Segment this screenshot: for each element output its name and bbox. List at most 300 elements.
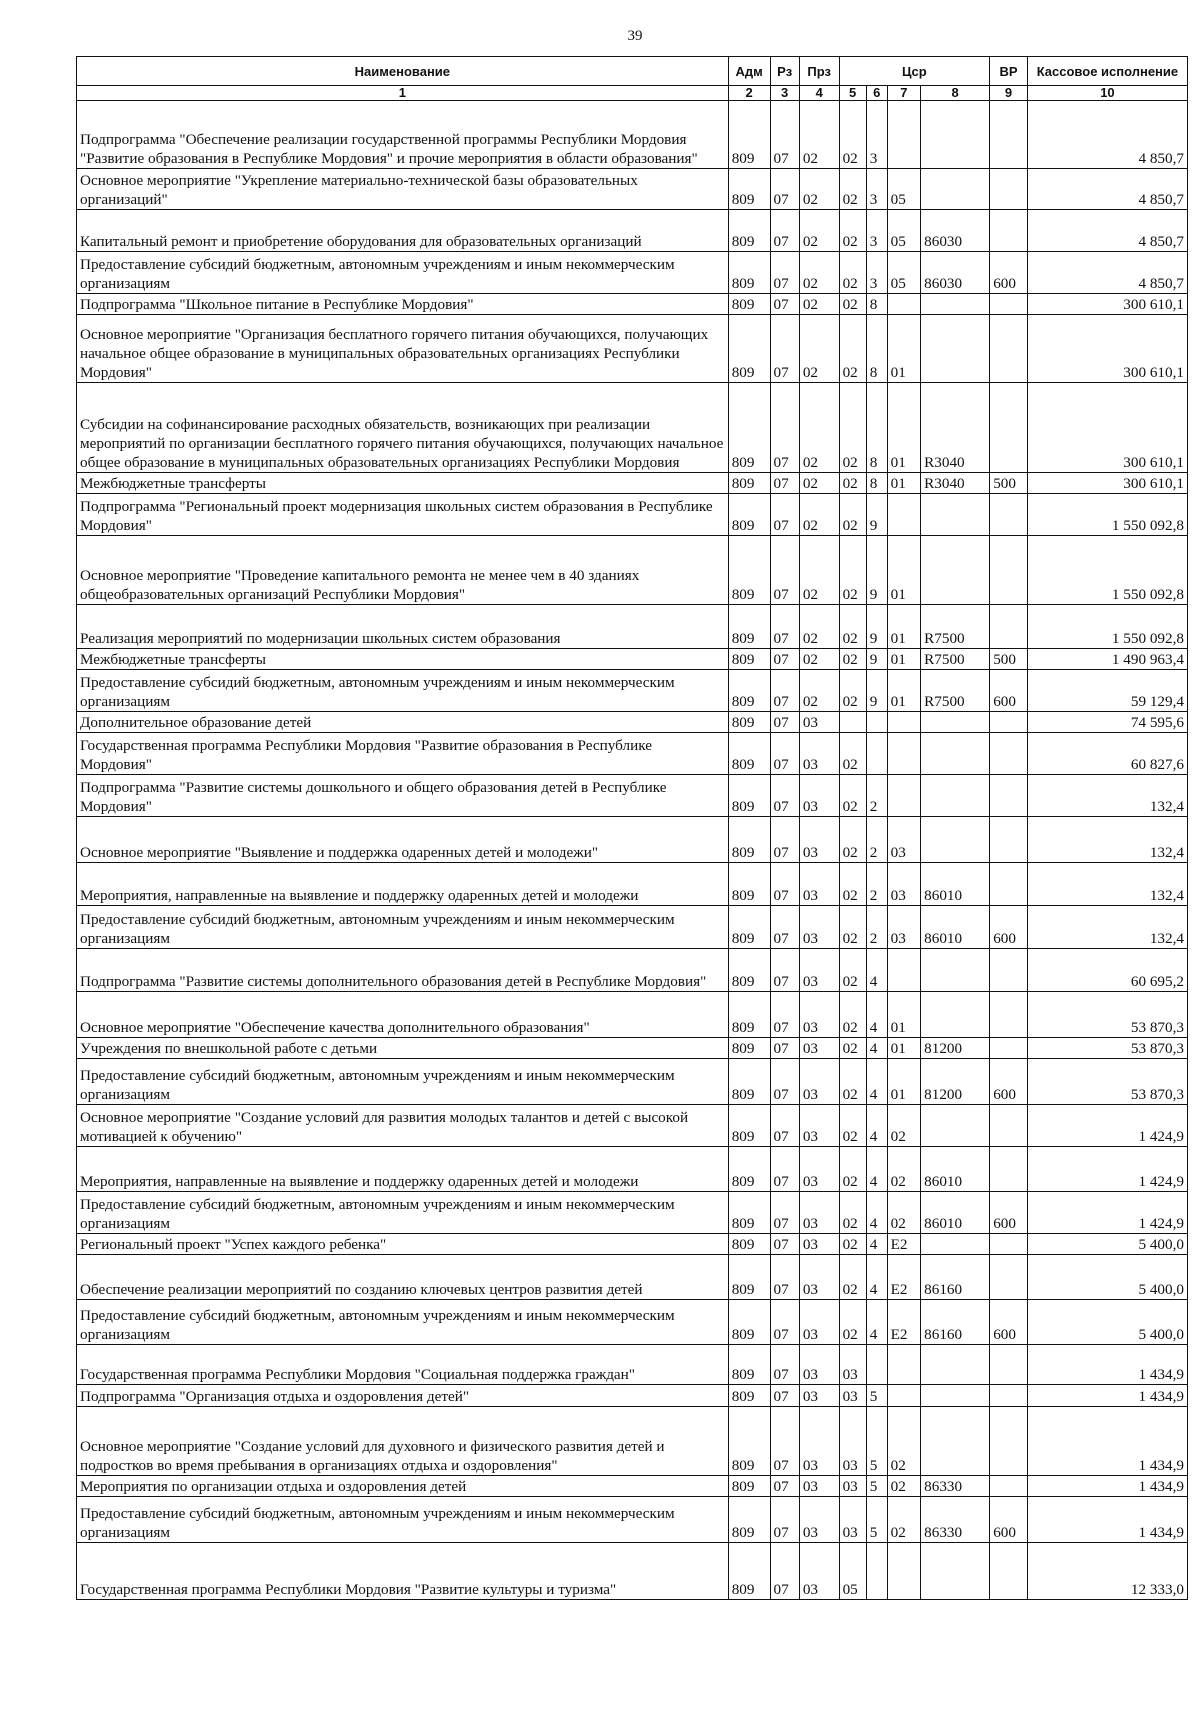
row-adm: 809 [728, 1192, 770, 1234]
row-vr [990, 1543, 1028, 1600]
row-csr-6: 2 [866, 906, 887, 949]
row-csr-5: 03 [839, 1407, 866, 1476]
row-prz: 03 [799, 1476, 839, 1497]
table-row [77, 210, 1188, 252]
table-row [77, 1543, 1188, 1600]
row-csr-7 [887, 775, 920, 817]
row-amount: 60 695,2 [1027, 949, 1187, 992]
row-amount: 300 610,1 [1027, 315, 1187, 383]
row-csr-6: 5 [866, 1407, 887, 1476]
row-csr-8: R7500 [921, 649, 990, 670]
row-name: Обеспечение реализации мероприятий по созданию ключевых центров развития детей [77, 1255, 729, 1300]
row-prz: 03 [799, 863, 839, 906]
row-csr-7: 05 [887, 210, 920, 252]
row-amount: 4 850,7 [1027, 169, 1187, 210]
table-row [77, 605, 1188, 649]
row-vr: 600 [990, 906, 1028, 949]
row-vr [990, 1038, 1028, 1059]
row-vr [990, 605, 1028, 649]
row-csr-6: 4 [866, 1192, 887, 1234]
row-csr-6: 4 [866, 1105, 887, 1147]
row-csr-7 [887, 1543, 920, 1600]
row-csr-8 [921, 733, 990, 775]
row-csr-6: 4 [866, 1147, 887, 1192]
row-adm: 809 [728, 1407, 770, 1476]
row-csr-8 [921, 817, 990, 863]
row-amount: 5 400,0 [1027, 1300, 1187, 1345]
row-csr-7: E2 [887, 1234, 920, 1255]
row-name: Мероприятия, направленные на выявление и поддержку одаренных детей и молодежи [77, 863, 729, 906]
row-rz: 07 [770, 1105, 799, 1147]
table-row [77, 863, 1188, 906]
row-vr: 600 [990, 670, 1028, 712]
row-vr [990, 383, 1028, 473]
row-csr-5: 02 [839, 169, 866, 210]
row-csr-6: 9 [866, 670, 887, 712]
row-amount: 5 400,0 [1027, 1234, 1187, 1255]
table-row [77, 252, 1188, 294]
row-prz: 03 [799, 775, 839, 817]
row-rz: 07 [770, 1192, 799, 1234]
row-prz: 03 [799, 1255, 839, 1300]
row-amount: 5 400,0 [1027, 1255, 1187, 1300]
row-adm: 809 [728, 101, 770, 169]
row-csr-6: 2 [866, 775, 887, 817]
row-adm: 809 [728, 949, 770, 992]
row-name: Предоставление субсидий бюджетным, автономным учреждениям и иным некоммерческим организациям [77, 1300, 729, 1345]
row-csr-8: 86010 [921, 906, 990, 949]
row-prz: 03 [799, 712, 839, 733]
row-csr-6 [866, 712, 887, 733]
row-csr-6: 2 [866, 863, 887, 906]
row-name: Мероприятия, направленные на выявление и поддержку одаренных детей и молодежи [77, 1147, 729, 1192]
row-csr-8: 86030 [921, 210, 990, 252]
row-csr-8: 86330 [921, 1497, 990, 1543]
row-name: Основное мероприятие "Проведение капитального ремонта не менее чем в 40 зданиях общеобразовательных организаций Республики Мордовия" [77, 536, 729, 605]
row-rz: 07 [770, 775, 799, 817]
row-rz: 07 [770, 1385, 799, 1407]
row-csr-5: 02 [839, 670, 866, 712]
row-csr-7: 03 [887, 863, 920, 906]
row-csr-5: 02 [839, 733, 866, 775]
row-vr: 600 [990, 1192, 1028, 1234]
table-row [77, 949, 1188, 992]
row-amount: 300 610,1 [1027, 294, 1187, 315]
row-adm: 809 [728, 1147, 770, 1192]
row-amount: 1 550 092,8 [1027, 536, 1187, 605]
row-csr-7 [887, 712, 920, 733]
row-prz: 03 [799, 1105, 839, 1147]
row-name: Предоставление субсидий бюджетным, автономным учреждениям и иным некоммерческим организациям [77, 906, 729, 949]
row-csr-6: 4 [866, 1234, 887, 1255]
table-row [77, 1147, 1188, 1192]
row-csr-8: 86030 [921, 252, 990, 294]
row-prz: 03 [799, 1345, 839, 1385]
row-prz: 02 [799, 670, 839, 712]
row-csr-8: 86010 [921, 863, 990, 906]
row-csr-6: 3 [866, 252, 887, 294]
row-csr-6: 4 [866, 1038, 887, 1059]
row-csr-5: 03 [839, 1385, 866, 1407]
column-number: 2 [728, 86, 770, 101]
row-name: Государственная программа Республики Мордовия "Социальная поддержка граждан" [77, 1345, 729, 1385]
row-vr [990, 169, 1028, 210]
row-csr-8 [921, 294, 990, 315]
row-adm: 809 [728, 1234, 770, 1255]
row-csr-5: 05 [839, 1543, 866, 1600]
column-number: 7 [887, 86, 920, 101]
row-csr-8 [921, 494, 990, 536]
row-csr-5: 02 [839, 294, 866, 315]
row-adm: 809 [728, 1300, 770, 1345]
row-csr-6: 8 [866, 294, 887, 315]
row-csr-8 [921, 992, 990, 1038]
row-csr-8 [921, 1385, 990, 1407]
row-prz: 03 [799, 1059, 839, 1105]
row-vr [990, 315, 1028, 383]
row-prz: 02 [799, 315, 839, 383]
row-vr: 500 [990, 473, 1028, 494]
row-name: Дополнительное образование детей [77, 712, 729, 733]
table-row [77, 383, 1188, 473]
row-csr-7: 02 [887, 1192, 920, 1234]
row-csr-8: R7500 [921, 670, 990, 712]
row-csr-6: 4 [866, 992, 887, 1038]
row-csr-5: 02 [839, 863, 866, 906]
row-csr-8: R3040 [921, 473, 990, 494]
row-csr-7 [887, 1345, 920, 1385]
column-number: 3 [770, 86, 799, 101]
row-amount: 300 610,1 [1027, 473, 1187, 494]
row-adm: 809 [728, 1255, 770, 1300]
row-csr-8 [921, 712, 990, 733]
row-vr [990, 949, 1028, 992]
row-rz: 07 [770, 1497, 799, 1543]
header-csr: Цср [839, 57, 990, 86]
table-row [77, 1385, 1188, 1407]
row-rz: 07 [770, 252, 799, 294]
row-prz: 03 [799, 817, 839, 863]
column-number: 1 [77, 86, 729, 101]
row-csr-7: 05 [887, 252, 920, 294]
row-adm: 809 [728, 649, 770, 670]
table-row [77, 1255, 1188, 1300]
row-name: Межбюджетные трансферты [77, 649, 729, 670]
row-csr-8: 86330 [921, 1476, 990, 1497]
row-vr [990, 733, 1028, 775]
row-rz: 07 [770, 1059, 799, 1105]
row-csr-6: 3 [866, 101, 887, 169]
row-amount: 1 424,9 [1027, 1192, 1187, 1234]
table-row [77, 992, 1188, 1038]
row-amount: 132,4 [1027, 817, 1187, 863]
table-row [77, 494, 1188, 536]
row-prz: 03 [799, 992, 839, 1038]
row-amount: 132,4 [1027, 775, 1187, 817]
row-vr [990, 536, 1028, 605]
row-prz: 03 [799, 1407, 839, 1476]
row-adm: 809 [728, 670, 770, 712]
row-amount: 4 850,7 [1027, 101, 1187, 169]
row-prz: 02 [799, 383, 839, 473]
row-vr: 600 [990, 252, 1028, 294]
row-vr: 600 [990, 1300, 1028, 1345]
row-prz: 03 [799, 1497, 839, 1543]
row-csr-8: R3040 [921, 383, 990, 473]
row-csr-5: 02 [839, 494, 866, 536]
row-csr-8 [921, 315, 990, 383]
row-rz: 07 [770, 863, 799, 906]
row-csr-8: 81200 [921, 1059, 990, 1105]
row-csr-5: 02 [839, 210, 866, 252]
table-row [77, 1476, 1188, 1497]
table-row [77, 712, 1188, 733]
row-vr: 600 [990, 1059, 1028, 1105]
row-csr-6: 9 [866, 494, 887, 536]
row-adm: 809 [728, 315, 770, 383]
row-rz: 07 [770, 1476, 799, 1497]
row-amount: 300 610,1 [1027, 383, 1187, 473]
row-vr [990, 1385, 1028, 1407]
row-csr-7 [887, 294, 920, 315]
table-row [77, 1059, 1188, 1105]
column-number: 9 [990, 86, 1028, 101]
row-csr-5: 02 [839, 1255, 866, 1300]
row-csr-8: 86160 [921, 1255, 990, 1300]
row-rz: 07 [770, 101, 799, 169]
row-vr [990, 1105, 1028, 1147]
header-row [77, 57, 1188, 86]
row-amount: 53 870,3 [1027, 1038, 1187, 1059]
row-name: Подпрограмма "Развитие системы дошкольного и общего образования детей в Республике Мордовия" [77, 775, 729, 817]
row-csr-7: 01 [887, 1038, 920, 1059]
row-name: Межбюджетные трансферты [77, 473, 729, 494]
header-name: Наименование [77, 57, 729, 86]
row-csr-5: 02 [839, 949, 866, 992]
row-name: Региональный проект "Успех каждого ребенка" [77, 1234, 729, 1255]
row-amount: 59 129,4 [1027, 670, 1187, 712]
row-csr-6: 2 [866, 817, 887, 863]
row-adm: 809 [728, 1543, 770, 1600]
row-amount: 1 490 963,4 [1027, 649, 1187, 670]
row-adm: 809 [728, 1497, 770, 1543]
table-row [77, 906, 1188, 949]
row-csr-7: 01 [887, 383, 920, 473]
row-csr-5: 02 [839, 1147, 866, 1192]
row-csr-8 [921, 536, 990, 605]
row-vr [990, 1345, 1028, 1385]
row-vr [990, 1255, 1028, 1300]
row-vr [990, 1476, 1028, 1497]
row-vr: 600 [990, 1497, 1028, 1543]
row-adm: 809 [728, 817, 770, 863]
row-csr-5: 02 [839, 1038, 866, 1059]
row-csr-8 [921, 1105, 990, 1147]
row-csr-7: 03 [887, 817, 920, 863]
row-amount: 4 850,7 [1027, 210, 1187, 252]
row-amount: 12 333,0 [1027, 1543, 1187, 1600]
row-csr-7 [887, 1385, 920, 1407]
row-adm: 809 [728, 383, 770, 473]
row-csr-6: 3 [866, 169, 887, 210]
row-prz: 03 [799, 1234, 839, 1255]
row-adm: 809 [728, 863, 770, 906]
row-rz: 07 [770, 473, 799, 494]
row-csr-6 [866, 1543, 887, 1600]
row-csr-5: 02 [839, 1105, 866, 1147]
row-amount: 53 870,3 [1027, 1059, 1187, 1105]
row-vr [990, 712, 1028, 733]
row-csr-8 [921, 1407, 990, 1476]
row-csr-7: 01 [887, 670, 920, 712]
row-rz: 07 [770, 383, 799, 473]
row-csr-6: 5 [866, 1476, 887, 1497]
row-csr-5: 02 [839, 1234, 866, 1255]
row-csr-8 [921, 1234, 990, 1255]
row-adm: 809 [728, 473, 770, 494]
table-row [77, 649, 1188, 670]
row-csr-7 [887, 949, 920, 992]
table-row [77, 101, 1188, 169]
row-name: Предоставление субсидий бюджетным, автономным учреждениям и иным некоммерческим организациям [77, 1192, 729, 1234]
row-rz: 07 [770, 649, 799, 670]
column-number: 4 [799, 86, 839, 101]
row-rz: 07 [770, 733, 799, 775]
header-adm: Адм [728, 57, 770, 86]
row-amount: 132,4 [1027, 863, 1187, 906]
row-name: Предоставление субсидий бюджетным, автономным учреждениям и иным некоммерческим организациям [77, 1059, 729, 1105]
row-csr-5: 03 [839, 1497, 866, 1543]
row-adm: 809 [728, 1476, 770, 1497]
row-csr-7: 02 [887, 1147, 920, 1192]
row-amount: 1 424,9 [1027, 1105, 1187, 1147]
row-csr-5: 03 [839, 1476, 866, 1497]
row-adm: 809 [728, 294, 770, 315]
row-name: Предоставление субсидий бюджетным, автономным учреждениям и иным некоммерческим организациям [77, 252, 729, 294]
row-vr [990, 1147, 1028, 1192]
table-row [77, 1105, 1188, 1147]
row-name: Капитальный ремонт и приобретение оборудования для образовательных организаций [77, 210, 729, 252]
row-adm: 809 [728, 992, 770, 1038]
table-row [77, 1345, 1188, 1385]
table-row [77, 1497, 1188, 1543]
row-csr-5: 02 [839, 101, 866, 169]
column-number: 10 [1027, 86, 1187, 101]
row-name: Подпрограмма "Развитие системы дополнительного образования детей в Республике Мордовия" [77, 949, 729, 992]
row-name: Реализация мероприятий по модернизации школьных систем образования [77, 605, 729, 649]
table-row [77, 1407, 1188, 1476]
row-csr-8: R7500 [921, 605, 990, 649]
row-rz: 07 [770, 1345, 799, 1385]
row-prz: 02 [799, 294, 839, 315]
row-name: Учреждения по внешкольной работе с детьми [77, 1038, 729, 1059]
row-vr [990, 817, 1028, 863]
row-adm: 809 [728, 252, 770, 294]
row-prz: 03 [799, 1385, 839, 1407]
row-rz: 07 [770, 712, 799, 733]
row-csr-5: 02 [839, 536, 866, 605]
row-prz: 03 [799, 733, 839, 775]
row-csr-7 [887, 494, 920, 536]
page-number: 39 [627, 28, 643, 44]
row-csr-6: 8 [866, 383, 887, 473]
row-adm: 809 [728, 1385, 770, 1407]
row-rz: 07 [770, 1543, 799, 1600]
row-prz: 03 [799, 1147, 839, 1192]
table-row [77, 670, 1188, 712]
row-csr-6: 8 [866, 315, 887, 383]
row-csr-5: 02 [839, 1300, 866, 1345]
row-name: Подпрограмма "Обеспечение реализации государственной программы Республики Мордовия "Развитие образования в Республике Мордовия" и прочие мероприятия в области образования" [77, 101, 729, 169]
row-csr-6: 5 [866, 1385, 887, 1407]
table-row [77, 169, 1188, 210]
row-rz: 07 [770, 817, 799, 863]
row-csr-8 [921, 101, 990, 169]
row-amount: 1 434,9 [1027, 1476, 1187, 1497]
row-csr-7: 01 [887, 605, 920, 649]
row-vr [990, 1407, 1028, 1476]
row-prz: 02 [799, 101, 839, 169]
table-row [77, 1234, 1188, 1255]
header-rz: Рз [770, 57, 799, 86]
row-csr-8 [921, 949, 990, 992]
row-adm: 809 [728, 536, 770, 605]
row-amount: 1 434,9 [1027, 1345, 1187, 1385]
row-vr: 500 [990, 649, 1028, 670]
header-vr: ВР [990, 57, 1028, 86]
row-csr-5: 03 [839, 1345, 866, 1385]
row-csr-6 [866, 733, 887, 775]
row-csr-8 [921, 1543, 990, 1600]
row-csr-8: 81200 [921, 1038, 990, 1059]
row-adm: 809 [728, 733, 770, 775]
row-name: Подпрограмма "Региональный проект модернизация школьных систем образования в Республике Мордовия" [77, 494, 729, 536]
table-row [77, 1300, 1188, 1345]
row-amount: 53 870,3 [1027, 992, 1187, 1038]
row-rz: 07 [770, 605, 799, 649]
row-csr-7: E2 [887, 1300, 920, 1345]
row-rz: 07 [770, 1300, 799, 1345]
row-rz: 07 [770, 1234, 799, 1255]
row-amount: 1 424,9 [1027, 1147, 1187, 1192]
row-csr-5: 02 [839, 315, 866, 383]
row-rz: 07 [770, 536, 799, 605]
row-csr-5: 02 [839, 605, 866, 649]
column-number: 5 [839, 86, 866, 101]
table-body [77, 101, 1188, 1600]
row-csr-8 [921, 1345, 990, 1385]
row-csr-7: 02 [887, 1497, 920, 1543]
row-name: Предоставление субсидий бюджетным, автономным учреждениям и иным некоммерческим организациям [77, 1497, 729, 1543]
row-csr-6: 4 [866, 949, 887, 992]
row-rz: 07 [770, 1255, 799, 1300]
row-csr-7: 01 [887, 536, 920, 605]
row-amount: 1 550 092,8 [1027, 494, 1187, 536]
table-row [77, 1192, 1188, 1234]
row-amount: 1 434,9 [1027, 1407, 1187, 1476]
row-adm: 809 [728, 906, 770, 949]
row-rz: 07 [770, 949, 799, 992]
row-csr-7: 05 [887, 169, 920, 210]
row-amount: 1 550 092,8 [1027, 605, 1187, 649]
column-numbers-row [77, 86, 1188, 101]
row-name: Предоставление субсидий бюджетным, автономным учреждениям и иным некоммерческим организациям [77, 670, 729, 712]
table-row [77, 817, 1188, 863]
row-csr-5: 02 [839, 906, 866, 949]
row-csr-7: E2 [887, 1255, 920, 1300]
row-csr-6: 9 [866, 649, 887, 670]
row-name: Основное мероприятие "Создание условий для развития молодых талантов и детей с высокой мотивацией к обучению" [77, 1105, 729, 1147]
